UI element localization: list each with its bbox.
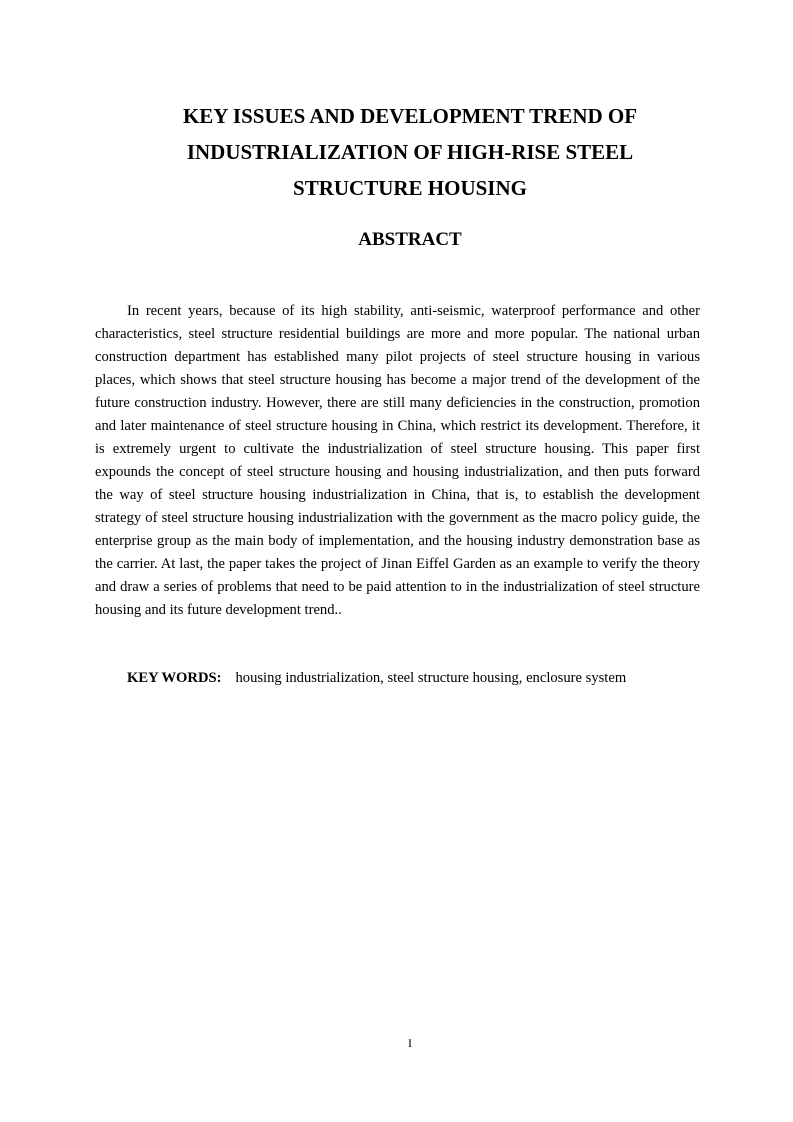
title-line-3: STRUCTURE HOUSING xyxy=(293,176,527,200)
title-line-1: KEY ISSUES AND DEVELOPMENT TREND OF xyxy=(182,104,638,128)
abstract-heading: ABSTRACT xyxy=(358,229,462,250)
title-line-2: INDUSTRIALIZATION OF HIGH-RISE STEEL xyxy=(186,140,634,164)
abstract-body: In recent years, because of its high stability, anti-seismic, waterproof performance and other characteristics, steel structure residential buildings are more and more popular. The national urban construction department has established many pilot projects of steel structure housing in various places, which shows that steel structure housing has become a major trend of the development of the future construction industry. However, there are still many deficiencies in the construction, promotion and later maintenance of steel structure housing in China, which restrict its development. Therefore, it is extremely urgent to cultivate the industrialization of steel structure housing. This paper first expounds the concept of steel structure housing and housing industrialization, and then puts forward the way of steel structure housing industrialization in China, that is, to establish the development strategy of steel structure housing industrialization with the government as the macro policy guide, the enterprise group as the main body of implementation, and the housing industry demonstration base as the carrier. At last, the paper takes the project of Jinan Eiffel Garden as an example to verify the theory and draw a series of problems that need to be paid attention to in the industrialization of steel structure housing and its future development trend.. xyxy=(95,303,700,618)
keywords-value: housing industrialization, steel structure housing, enclosure system xyxy=(235,670,627,686)
page-number: I xyxy=(408,1036,412,1050)
keywords-line xyxy=(127,670,626,687)
paper-title xyxy=(95,98,725,206)
keywords-label: KEY WORDS: xyxy=(127,670,222,686)
